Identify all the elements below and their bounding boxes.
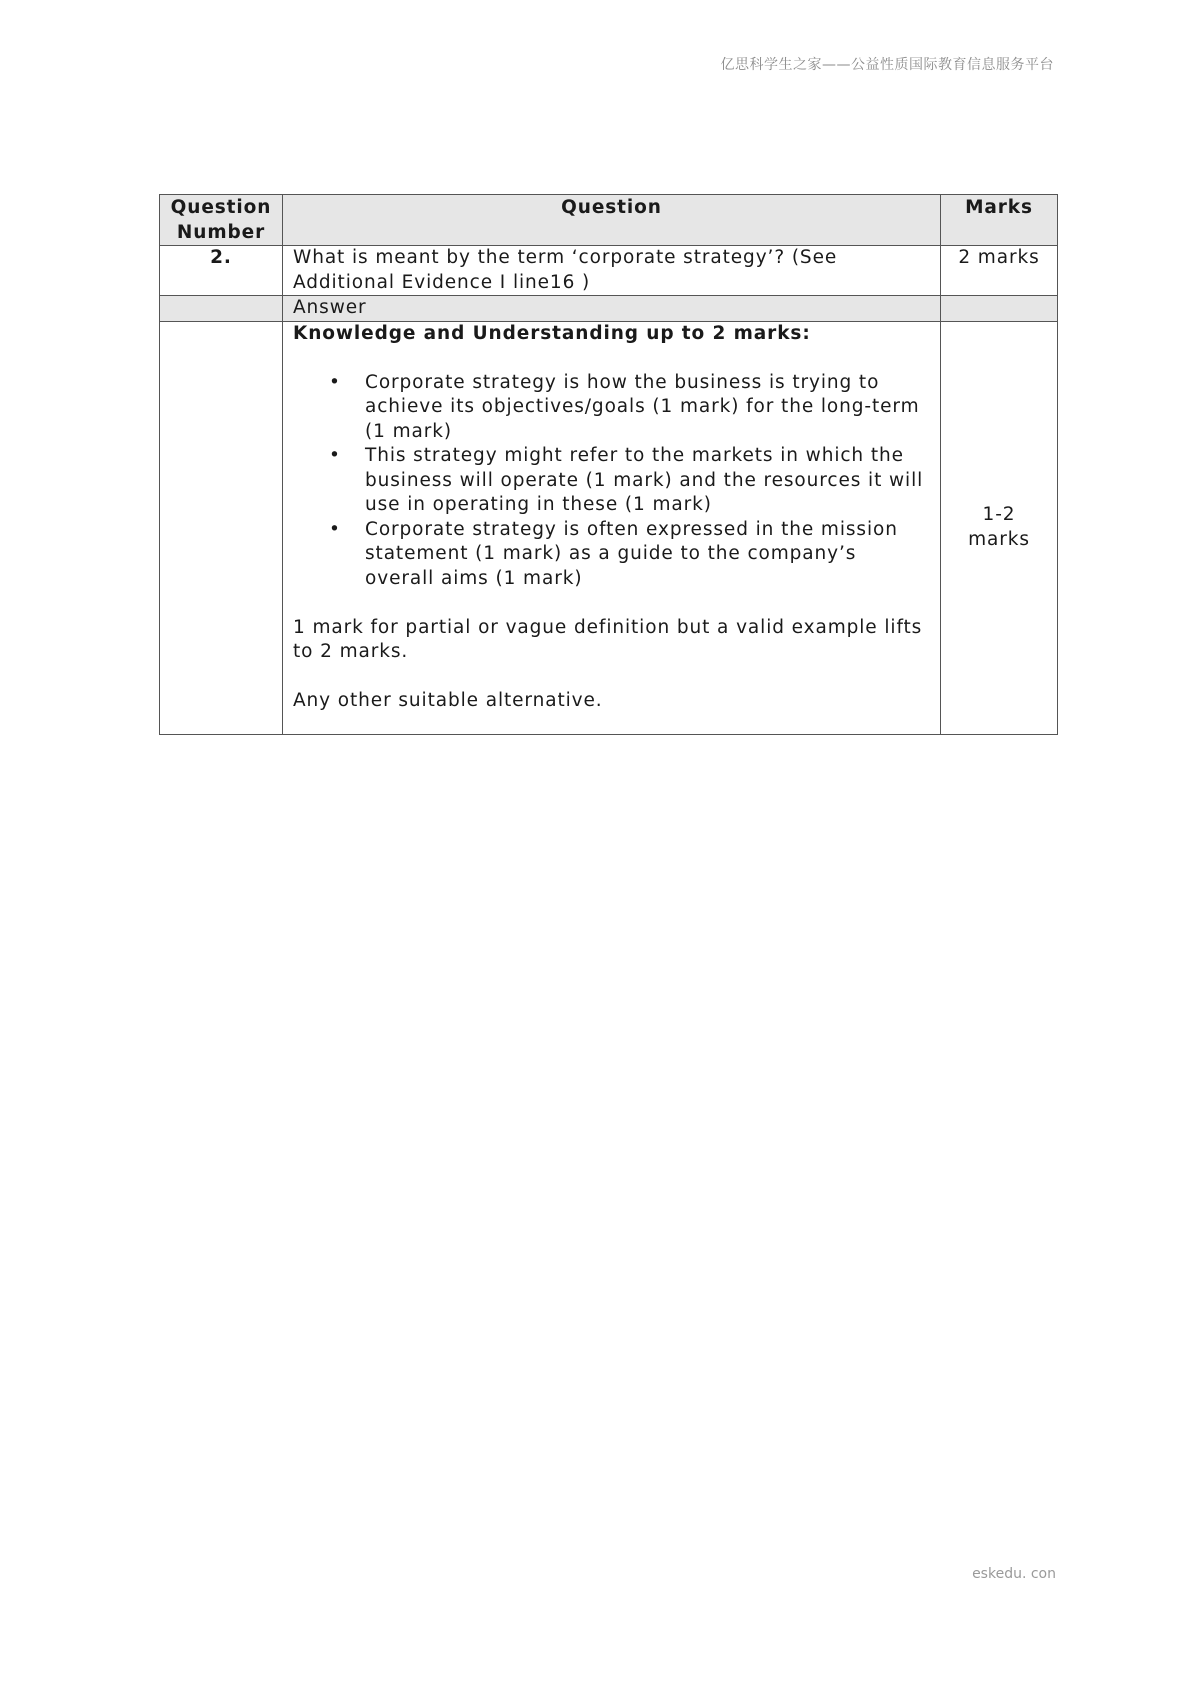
answer-point-text: This strategy might refer to the markets in which the business will operate (1 mark) and the resources it will use in operating in these (1 mark)	[365, 445, 924, 515]
table-header-row	[160, 195, 1058, 246]
answer-point	[329, 371, 930, 445]
answer-label: Answer	[283, 296, 941, 322]
answer-point-text: Corporate strategy is how the business is trying to achieve its objectives/goals (1 mark) for the long-term (1 mark)	[365, 371, 920, 442]
mark-scheme-table	[159, 194, 1058, 735]
bullet-icon: •	[329, 371, 341, 393]
answer-number-spacer	[160, 321, 283, 734]
answer-points-list	[293, 371, 930, 592]
question-marks: 2 marks	[941, 246, 1058, 296]
answer-body-row	[160, 321, 1058, 734]
page-header: 亿思科学生之家——公益性质国际教育信息服务平台	[720, 57, 1054, 73]
answer-content	[283, 321, 941, 734]
question-number: 2.	[160, 246, 283, 296]
question-header: Question	[283, 195, 941, 246]
question-text: What is meant by the term ‘corporate strategy’? (See Additional Evidence I line16 )	[283, 246, 941, 296]
knowledge-understanding-heading: Knowledge and Understanding up to 2 marks:	[293, 322, 811, 344]
page-footer: eskedu. con	[972, 1566, 1056, 1582]
marks-header: Marks	[941, 195, 1058, 246]
answer-point	[329, 518, 930, 592]
question-number-header: Question Number	[160, 195, 283, 246]
answer-label-marks-spacer	[941, 296, 1058, 322]
answer-point-text: Corporate strategy is often expressed in the mission statement (1 mark) as a guide to the company’s overall aims (1 mark)	[365, 518, 898, 589]
bullet-icon: •	[329, 445, 341, 466]
marking-note: 1 mark for partial or vague definition but a valid example lifts to 2 marks.	[293, 616, 923, 662]
answer-label-spacer	[160, 296, 283, 322]
bullet-icon: •	[329, 518, 341, 540]
question-row	[160, 246, 1058, 296]
alternative-note: Any other suitable alternative.	[293, 690, 603, 711]
answer-marks: 1-2 marks	[941, 321, 1058, 734]
answer-label-row	[160, 296, 1058, 322]
answer-point	[329, 444, 930, 518]
